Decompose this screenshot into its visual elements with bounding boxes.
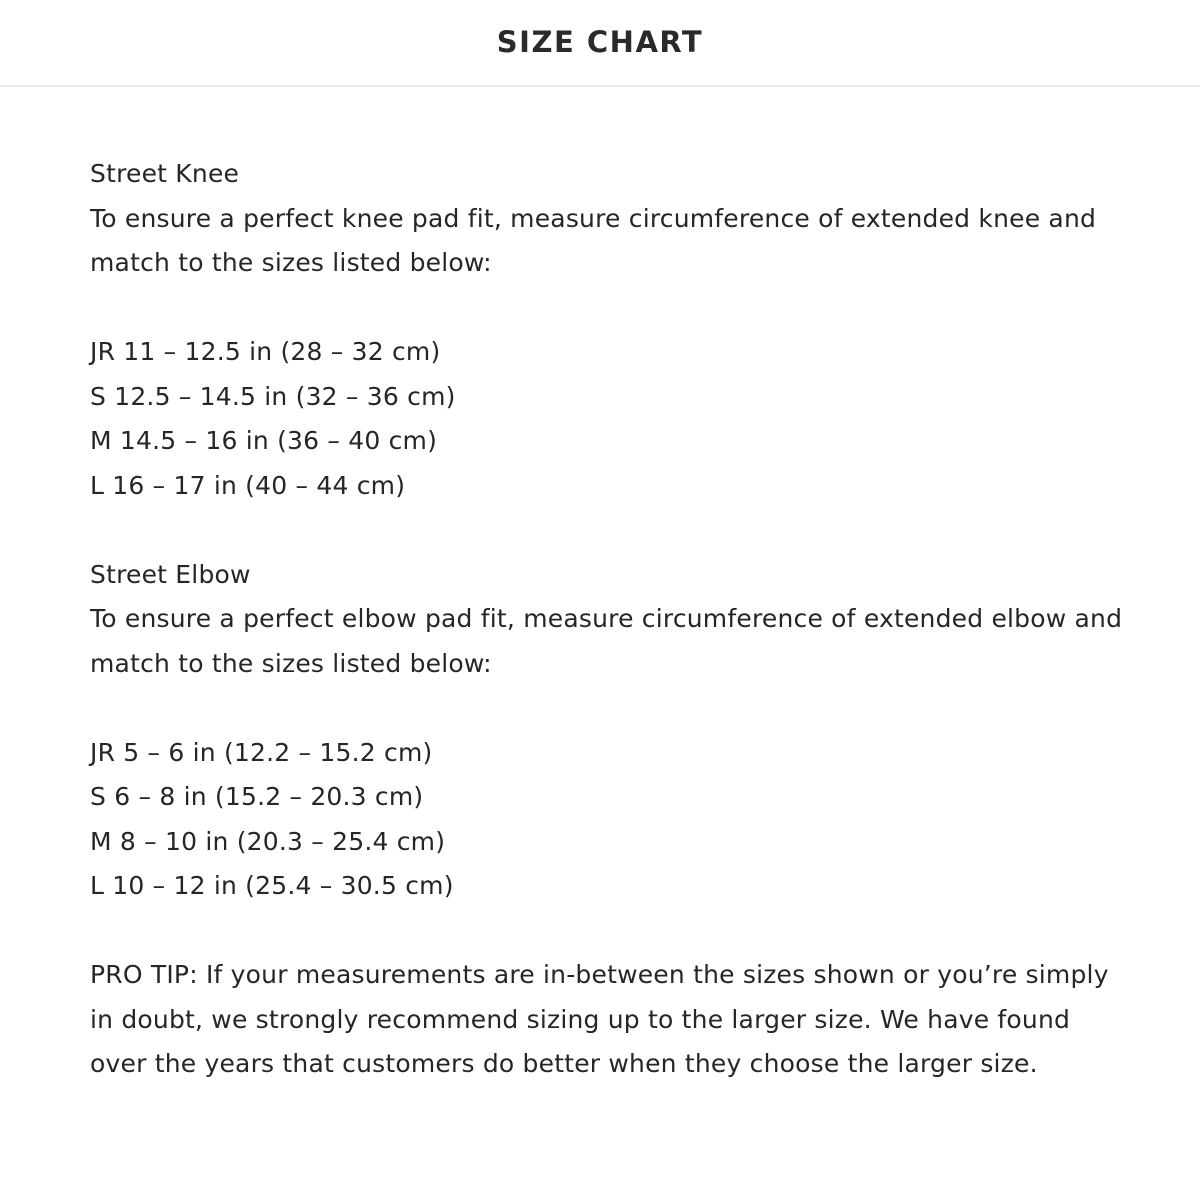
elbow-size-l: L 10 – 12 in (25.4 – 30.5 cm) — [90, 871, 454, 900]
knee-instructions: To ensure a perfect knee pad fit, measure circumference of extended knee and match to the sizes listed below: — [90, 203, 1097, 277]
knee-size-m: M 14.5 – 16 in (36 – 40 cm) — [90, 426, 438, 455]
size-chart-content — [90, 152, 1130, 1087]
section-title-street-knee: Street Knee — [90, 159, 240, 188]
street-elbow-section — [90, 553, 1130, 909]
elbow-size-s: S 6 – 8 in (15.2 – 20.3 cm) — [90, 782, 424, 811]
pro-tip-section — [90, 953, 1130, 1087]
street-knee-section — [90, 152, 1130, 508]
elbow-size-m: M 8 – 10 in (20.3 – 25.4 cm) — [90, 826, 446, 856]
elbow-size-jr: JR 5 – 6 in (12.2 – 15.2 cm) — [90, 737, 433, 767]
knee-size-s: S 12.5 – 14.5 in (32 – 36 cm) — [90, 381, 456, 411]
section-title-street-elbow: Street Elbow — [90, 559, 251, 589]
elbow-instructions: To ensure a perfect elbow pad fit, measure circumference of extended elbow and match to the sizes listed below: — [90, 604, 1123, 678]
knee-size-l: L 16 – 17 in (40 – 44 cm) — [90, 470, 406, 500]
modal-header — [0, 0, 1200, 87]
page-title: SIZE CHART — [496, 25, 704, 59]
pro-tip-text: PRO TIP: If your measurements are in-between the sizes shown or you’re simply in doubt, we strongly recommend sizing up to the larger size. We have found over the years that customers do better when they choose the larger size. — [90, 960, 1109, 1078]
knee-size-jr: JR 11 – 12.5 in (28 – 32 cm) — [90, 337, 441, 366]
